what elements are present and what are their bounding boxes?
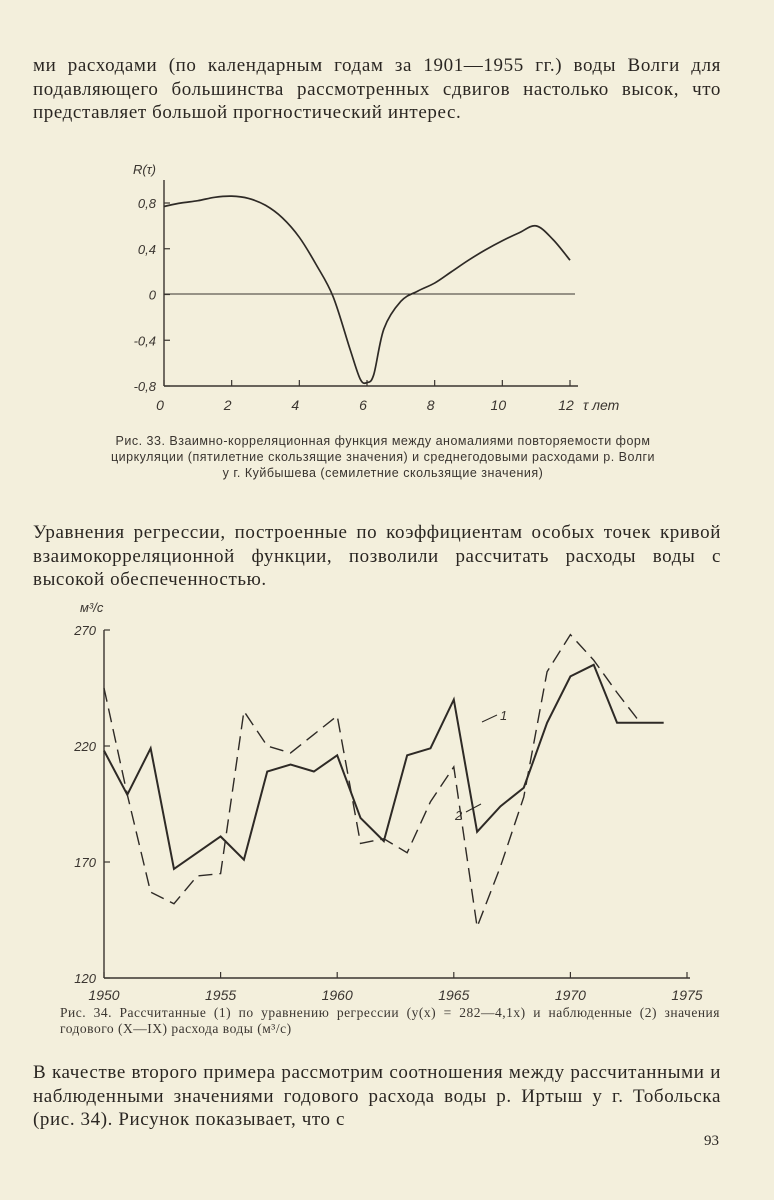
chart33-ylabel: R(τ) [133,162,156,177]
chart33-xtick-label: 0 [156,397,164,413]
paragraph-middle: Уравнения регрессии, построенные по коэффициентам особых точек кривой взаимокорреляционной функции, позволили рассчитать расходы воды с высокой обеспеченностью. [33,522,721,590]
chart33-ytick-label: -0,4 [133,333,156,349]
paragraph-bottom: В качестве второго примера рассмотрим соотношения между рассчитанными и наблюденными значениями годового расхода воды р. Иртыш у г. Тобольска (рис. 34). Рисунок показывает, что с [33,1062,721,1130]
chart33-xtick-label: 10 [490,397,507,413]
chart34-ytick-label: 270 [74,623,96,638]
chart34-xtick-label: 1975 [671,987,703,1003]
chart34-xtick-label: 1960 [321,987,353,1003]
chart34-series-1-calculated [104,665,664,869]
chart33-ytick-label: -0,8 [133,379,156,394]
chart33-xtick-label: 2 [223,397,232,413]
chart34-xtick-label: 1950 [88,987,120,1003]
chart34-xtick-label: 1955 [205,987,237,1003]
chart34-xtick-label: 1965 [438,987,470,1003]
chart34-ytick-label: 220 [74,739,96,754]
chart34-ytick-label: 170 [74,855,96,870]
chart33-ytick-label: 0,4 [137,241,156,257]
chart33-xtick-label: 6 [359,397,367,413]
page-number: 93 [704,1133,719,1149]
chart34-ylabel: м³/с [80,600,104,615]
chart34-ytick-label: 120 [74,971,96,986]
chart34-series-2-observed [104,635,640,927]
chart34-series-1-label: 1 [500,708,508,723]
chart34-series-2-label: 2 [455,808,463,823]
chart33-xlabel: τ лет [583,397,620,413]
chart33-xtick-label: 12 [558,397,574,413]
chart33-ytick-label: 0,8 [137,196,156,211]
chart33-ytick-label: 0 [148,287,156,303]
chart34-leader-1 [482,715,497,722]
chart33-xtick-label: 4 [291,397,300,413]
caption-fig34: Рис. 34. Рассчитанные (1) по уравнению регрессии (y(x) = 282—4,1x) и наблюденные (2) значения годового (X—IX) расхода воды (м³/с) [60,1005,720,1036]
paragraph-top: ми расходами (по календарным годам за 1901—1955 гг.) воды Волги для подавляющего большинства рассмотренных сдвигов настолько высок, что представляет большой прогностический интерес. [33,55,721,123]
chart33-xtick-label: 8 [426,397,435,413]
chart34-xtick-label: 1970 [554,987,586,1003]
caption-fig33: Рис. 33. Взаимно-корреляционная функция между аномалиями повторяемости форм циркуляции (пятилетние скользящие значения) и среднегодовыми расходами р. Волги у г. Куйбышева (семилетние скользящие значения) [110,434,656,480]
